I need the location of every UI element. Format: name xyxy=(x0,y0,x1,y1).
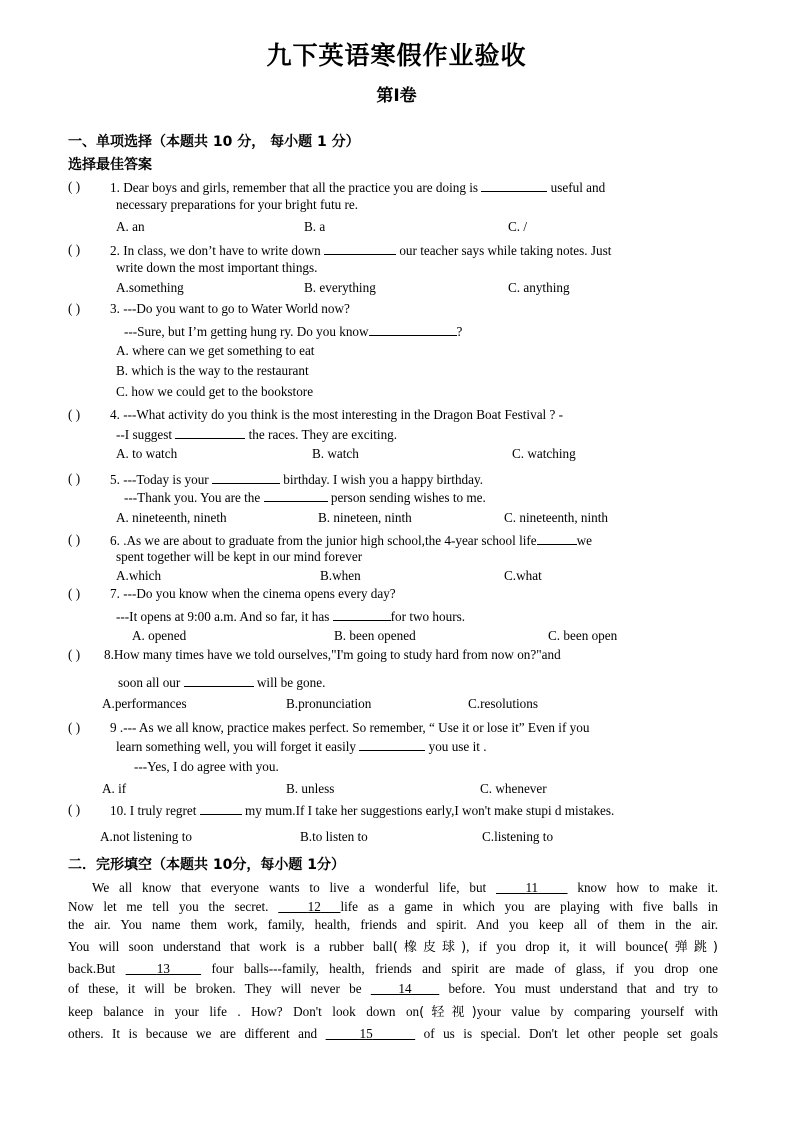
q5-text-b: birthday. I wish you a happy birthday. xyxy=(283,472,484,487)
q5-text-a: 5. ---Today is your xyxy=(110,472,209,487)
answer-paren-q6: ( ) xyxy=(68,532,81,547)
question-1-line-2: necessary preparations for your bright futu re. xyxy=(116,197,359,212)
answer-paren-q7: ( ) xyxy=(68,586,81,601)
passage-line-1 xyxy=(68,880,718,896)
q9-option-a: A. if xyxy=(102,781,127,796)
q7-text-b: for two hours. xyxy=(390,609,466,624)
document-subtitle: 第I卷 xyxy=(376,86,417,106)
passage-text: You will soon understand that work is a rubber ball xyxy=(68,939,393,954)
passage-line-2 xyxy=(68,899,718,915)
question-8-line-1: 8.How many times have we told ourselves,"I'm going to study hard from now on?"and xyxy=(104,647,561,662)
q2-option-a: A.something xyxy=(116,280,184,295)
passage-text: life as a game in which you are playing with five balls in xyxy=(340,899,718,914)
passage-gloss: (弹跳) xyxy=(663,940,718,955)
passage-line-7 xyxy=(68,1004,718,1021)
passage-line-3: the air. You name them work, family, health, friends and spirit. And you keep all of them in the air. xyxy=(68,917,718,932)
passage-text: , if you drop it, it will bounce xyxy=(466,939,664,954)
passage-text: four balls---family, health, friends and spirit are made of glass, if you drop one xyxy=(211,961,719,976)
answer-paren-q4: ( ) xyxy=(68,407,81,422)
q6-option-b: B.when xyxy=(320,568,361,583)
q4-text-b: the races. They are exciting. xyxy=(248,427,398,442)
blank xyxy=(175,426,245,439)
question-3-line-1: 3. ---Do you want to go to Water World now? xyxy=(110,301,350,316)
blank xyxy=(537,532,577,545)
q1-text-a: 1. Dear boys and girls, remember that all the practice you are doing is xyxy=(110,180,479,195)
q1-option-a: A. an xyxy=(116,219,145,234)
section1-heading: 一、单项选择（本题共 10 分， 每小题 1 分） xyxy=(68,134,360,150)
passage-text: Now let me tell you the secret. xyxy=(68,899,269,914)
blank-number: 13 xyxy=(156,961,170,976)
question-3-line-2 xyxy=(124,323,462,340)
q5-option-b: B. nineteen, ninth xyxy=(318,510,412,525)
blank-number: 12 xyxy=(307,899,321,914)
q3-option-b: B. which is the way to the restaurant xyxy=(116,363,309,378)
document-title: 九下英语寒假作业验收 xyxy=(266,41,527,70)
q4-option-c: C. watching xyxy=(512,446,576,461)
passage-gloss: (橡皮球) xyxy=(392,940,467,955)
passage-line-8 xyxy=(68,1026,718,1042)
q3-text-b: ? xyxy=(456,324,463,339)
question-9-line-1: 9 .--- As we all know, practice makes perfect. So remember, “ Use it or lose it” Even if you xyxy=(110,720,590,735)
q7-option-a: A. opened xyxy=(132,628,187,643)
question-5-line-2 xyxy=(124,489,486,506)
q10-text-b: my mum.If I take her suggestions early,I won't make stupi d mistakes. xyxy=(245,803,615,818)
question-5-line-1 xyxy=(110,471,483,488)
q8-text-b: will be gone. xyxy=(256,675,326,690)
q9-option-b: B. unless xyxy=(286,781,335,796)
q6-option-a: A.which xyxy=(116,568,162,583)
q10-option-a: A.not listening to xyxy=(100,829,192,844)
q1-text-b: useful and xyxy=(550,180,606,195)
q2-option-b: B. everything xyxy=(304,280,376,295)
answer-paren-q1: ( ) xyxy=(68,179,81,194)
question-9-line-2 xyxy=(116,738,487,755)
answer-paren-q5: ( ) xyxy=(68,471,81,486)
question-6-line-2: spent together will be kept in our mind forever xyxy=(116,549,363,564)
question-2-line-2: write down the most important things. xyxy=(116,260,318,275)
q6-text-b: we xyxy=(576,533,593,548)
blank xyxy=(324,242,396,255)
passage-text: of us is special. Don't let other people set goals xyxy=(423,1026,719,1041)
q6-option-c: C.what xyxy=(504,568,542,583)
q3-text-a: ---Sure, but I’m getting hung ry. Do you know xyxy=(124,324,369,339)
question-4-line-1: 4. ---What activity do you think is the most interesting in the Dragon Boat Festival ? - xyxy=(110,407,564,422)
passage-text: of these, it will be broken. They will never be xyxy=(68,981,362,996)
q2-text-b: our teacher says while taking notes. Just xyxy=(399,243,612,258)
passage-line-4 xyxy=(68,939,718,956)
question-8-line-2 xyxy=(118,674,325,691)
q10-option-b: B.to listen to xyxy=(300,829,368,844)
blank-number: 14 xyxy=(398,981,412,996)
q5-option-a: A. nineteenth, nineth xyxy=(116,510,227,525)
q1-option-c: C. / xyxy=(508,219,528,234)
q6-text-a: 6. .As we are about to graduate from the junior high school,the 4-year school life xyxy=(110,533,537,548)
blank xyxy=(481,179,547,192)
answer-paren-q3: ( ) xyxy=(68,301,81,316)
q2-option-c: C. anything xyxy=(508,280,570,295)
answer-paren-q10: ( ) xyxy=(68,802,81,817)
q8-option-a: A.performances xyxy=(102,696,187,711)
answer-paren-q2: ( ) xyxy=(68,242,81,257)
passage-gloss: (轻视) xyxy=(419,1005,477,1020)
passage-text: know how to make it. xyxy=(577,880,719,895)
q5-text-d: person sending wishes to me. xyxy=(330,490,486,505)
blank-number: 11 xyxy=(525,880,539,895)
q8-option-b: B.pronunciation xyxy=(286,696,372,711)
q9-text-a: learn something well, you will forget it easily xyxy=(116,739,357,754)
question-1-line-1 xyxy=(110,179,605,196)
q5-text-c: ---Thank you. You are the xyxy=(124,490,261,505)
passage-text: before. You must understand that and try to xyxy=(448,981,719,996)
blank xyxy=(369,323,457,336)
q9-option-c: C. whenever xyxy=(480,781,547,796)
question-4-line-2 xyxy=(116,426,397,443)
section1-instruction: 选择最佳答案 xyxy=(68,157,152,173)
blank-13 xyxy=(126,961,201,976)
q10-option-c: C.listening to xyxy=(482,829,554,844)
q10-text-a: 10. I truly regret xyxy=(110,803,197,818)
blank xyxy=(333,608,391,621)
q7-option-b: B. been opened xyxy=(334,628,416,643)
section2-heading: 二．完形填空（本题共 10分，每小题 1分） xyxy=(68,857,345,873)
question-10-line-1 xyxy=(110,802,614,819)
blank xyxy=(264,489,328,502)
question-6-line-1 xyxy=(110,532,592,549)
passage-text: keep balance in your life . How? Don't look down on xyxy=(68,1004,420,1019)
q3-option-c: C. how we could get to the bookstore xyxy=(116,384,314,399)
q2-text-a: 2. In class, we don’t have to write down xyxy=(110,243,321,258)
answer-paren-q9: ( ) xyxy=(68,720,81,735)
blank xyxy=(359,738,425,751)
answer-paren-q8: ( ) xyxy=(68,647,81,662)
question-2-line-1 xyxy=(110,242,611,259)
question-9-line-3: ---Yes, I do agree with you. xyxy=(134,759,279,774)
q3-option-a: A. where can we get something to eat xyxy=(116,343,315,358)
passage-text: back.But xyxy=(68,961,116,976)
q4-text-a: --I suggest xyxy=(116,427,173,442)
q7-text-a: ---It opens at 9:00 a.m. And so far, it has xyxy=(116,609,330,624)
passage-text: others. It is because we are different and xyxy=(68,1026,318,1041)
q1-option-b: B. a xyxy=(304,219,326,234)
blank-15 xyxy=(326,1026,416,1041)
q8-option-c: C.resolutions xyxy=(468,696,538,711)
blank xyxy=(200,802,242,815)
q5-option-c: C. nineteenth, ninth xyxy=(504,510,609,525)
passage-line-6 xyxy=(68,981,718,997)
q7-option-c: C. been open xyxy=(548,628,618,643)
q9-text-b: you use it . xyxy=(428,739,487,754)
passage-text: We all know that everyone wants to live a wonderful life, but xyxy=(92,880,487,895)
blank-12 xyxy=(278,899,340,914)
blank xyxy=(212,471,280,484)
blank-11 xyxy=(496,880,568,895)
question-7-line-1: 7. ---Do you know when the cinema opens every day? xyxy=(110,586,396,601)
passage-text: your value by comparing yourself with xyxy=(476,1004,718,1019)
blank-14 xyxy=(371,981,439,996)
q8-text-a: soon all our xyxy=(118,675,181,690)
blank xyxy=(184,674,254,687)
blank-number: 15 xyxy=(359,1026,373,1041)
q4-option-b: B. watch xyxy=(312,446,359,461)
question-7-line-2 xyxy=(116,608,465,625)
passage-line-5 xyxy=(68,961,718,977)
q4-option-a: A. to watch xyxy=(116,446,178,461)
